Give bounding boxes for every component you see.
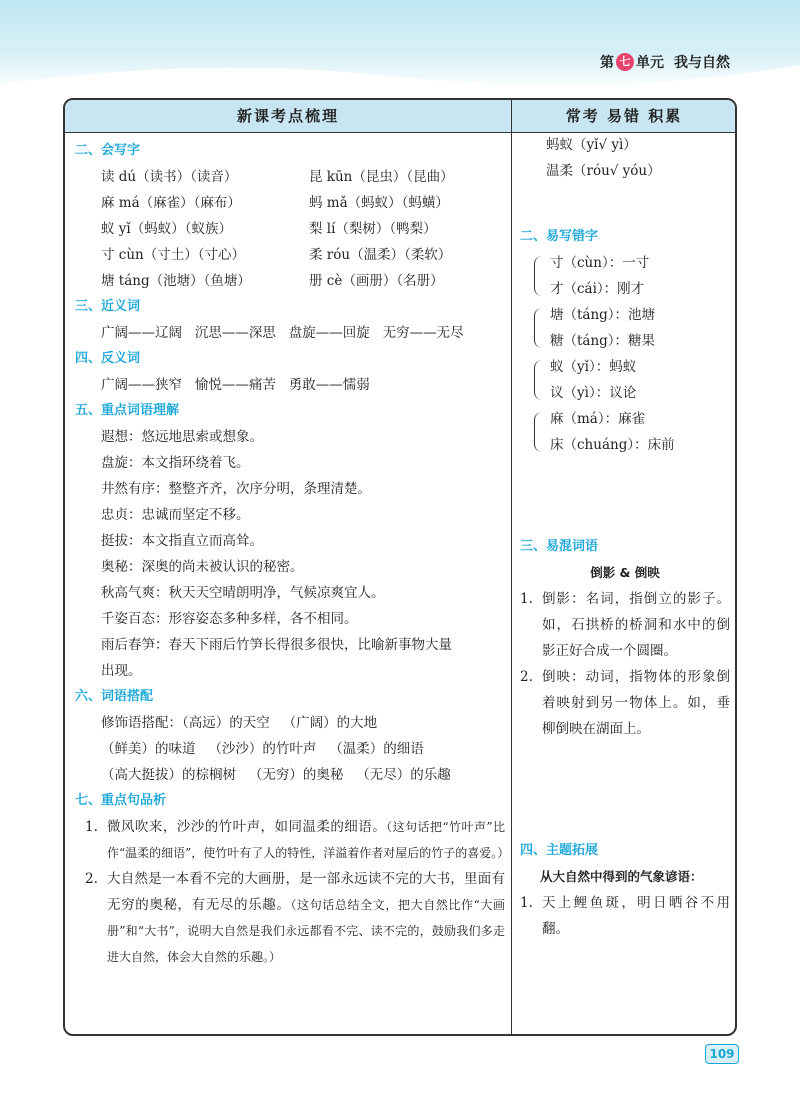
collocation: （鲜美）的味道 （沙沙）的竹叶声 （温柔）的细语 — [101, 741, 424, 757]
unit-suffix: 单元 — [636, 55, 664, 71]
collocation: （高大挺拔）的棕榈树 （无穷）的奥秘 （无尽）的乐趣 — [101, 767, 451, 783]
pron-item: 蚂蚁（yǐ√ yì） — [546, 137, 637, 153]
theme-item: 1. 天上鲤鱼斑，明日晒谷不用翻。 — [520, 895, 730, 937]
section-title: 四、反义词 — [75, 351, 141, 366]
char-pair: 麻（má）：麻雀 床（chuáng）：床前 — [532, 406, 730, 458]
column-divider — [511, 100, 512, 1034]
right-column — [520, 132, 730, 942]
unit-title: 我与自然 — [674, 55, 730, 71]
pron-item: 温柔（róu√ yóu） — [546, 163, 661, 179]
content-table — [63, 98, 737, 1036]
term: 千姿百态：形容姿态多种多样，各不相同。 — [101, 611, 358, 627]
confuse-item: 1. 倒影：名词，指倒立的影子。如，石拱桥的桥洞和水中的倒影正好合成一个圆圈。 — [520, 591, 730, 659]
left-column-title: 新课考点梳理 — [236, 107, 339, 125]
section-title: 五、重点词语理解 — [75, 403, 180, 418]
table-header — [65, 100, 735, 133]
term: 奥秘：深奥的尚未被认识的秘密。 — [101, 559, 304, 575]
unit-prefix: 第 — [600, 55, 614, 71]
char-row: 蚁 yǐ（蚂蚁）（蚁族） 梨 lí（梨树）（鸭梨） — [101, 221, 437, 237]
section-title: 二、易写错字 — [520, 229, 599, 244]
page-number: 109 — [705, 1044, 739, 1064]
antonyms: 广阔——狭窄 愉悦——痛苦 勇敢——懦弱 — [101, 377, 370, 393]
term: 盘旋：本文指环绕着飞。 — [101, 455, 250, 471]
term: 井然有序：整整齐齐，次序分明，条理清楚。 — [101, 481, 371, 497]
top-banner — [0, 0, 800, 90]
term: 秋高气爽：秋天天空晴朗明净，气候凉爽宜人。 — [101, 585, 385, 601]
section-title: 六、词语搭配 — [75, 689, 154, 704]
section-title: 三、近义词 — [75, 299, 141, 314]
char-pair: 寸（cùn）：一寸 才（cái）：刚才 — [532, 250, 730, 302]
unit-label — [600, 52, 730, 72]
collocation: 修饰语搭配：（高远）的天空 （广阔）的大地 — [101, 715, 378, 731]
char-row: 塘 táng（池塘）（鱼塘） 册 cè（画册）（名册） — [101, 273, 444, 289]
section-title: 七、重点句品析 — [75, 793, 167, 808]
term: 遐想：悠远地思索或想象。 — [101, 429, 263, 445]
confuse-title: 倒影 & 倒映 — [590, 565, 660, 580]
term: 忠贞：忠诚而坚定不移。 — [101, 507, 250, 523]
term: 雨后春笋：春天下雨后竹笋长得很多很快，比喻新事物大量 — [101, 637, 452, 653]
section-title: 三、易混词语 — [520, 539, 599, 554]
char-row: 寸 cùn（寸土）（寸心） 柔 róu（温柔）（柔软） — [101, 247, 452, 263]
char-row: 读 dú（读书）（读音） 昆 kūn（昆虫）（昆曲） — [101, 169, 454, 185]
theme-title: 从大自然中得到的气象谚语： — [540, 869, 703, 884]
synonyms: 广阔——辽阔 沉思——深思 盘旋——回旋 无穷——无尽 — [101, 325, 464, 341]
char-pair: 蚁（yǐ）：蚂蚁 议（yì）：议论 — [532, 354, 730, 406]
analysis-item: 2. 大自然是一本看不完的大画册，是一部永远读不完的大书，里面有无穷的奥秘，有无尽的乐趣。（这句话总结全文，把大自然比作“大画册”和“大书”，说明大自然是我们永远都看不完、读不完的，鼓励我们多走进大自然，体会大自然的乐趣。） — [85, 871, 506, 964]
section-title: 四、主题拓展 — [520, 843, 599, 858]
section-title: 二、会写字 — [75, 143, 141, 158]
right-column-title: 常考 易错 积累 — [565, 107, 683, 125]
left-column — [75, 138, 510, 970]
char-row: 麻 má（麻雀）（麻布） 蚂 mǎ（蚂蚁）（蚂蟥） — [101, 195, 449, 211]
term: 挺拔：本文指直立而高耸。 — [101, 533, 263, 549]
unit-number-badge: 七 — [616, 53, 634, 71]
analysis-item: 1. 微风吹来，沙沙的竹叶声，如同温柔的细语。（这句话把“竹叶声”比作“温柔的细语”，使竹叶有了人的特性，洋溢着作者对屋后的竹子的喜爱。） — [85, 819, 510, 860]
term: 出现。 — [101, 663, 142, 679]
char-pair: 塘（táng）：池塘 糖（táng）：糖果 — [532, 302, 730, 354]
confuse-item: 2. 倒映：动词，指物体的形象倒着映射到另一物体上。如，垂柳倒映在湖面上。 — [520, 669, 730, 737]
